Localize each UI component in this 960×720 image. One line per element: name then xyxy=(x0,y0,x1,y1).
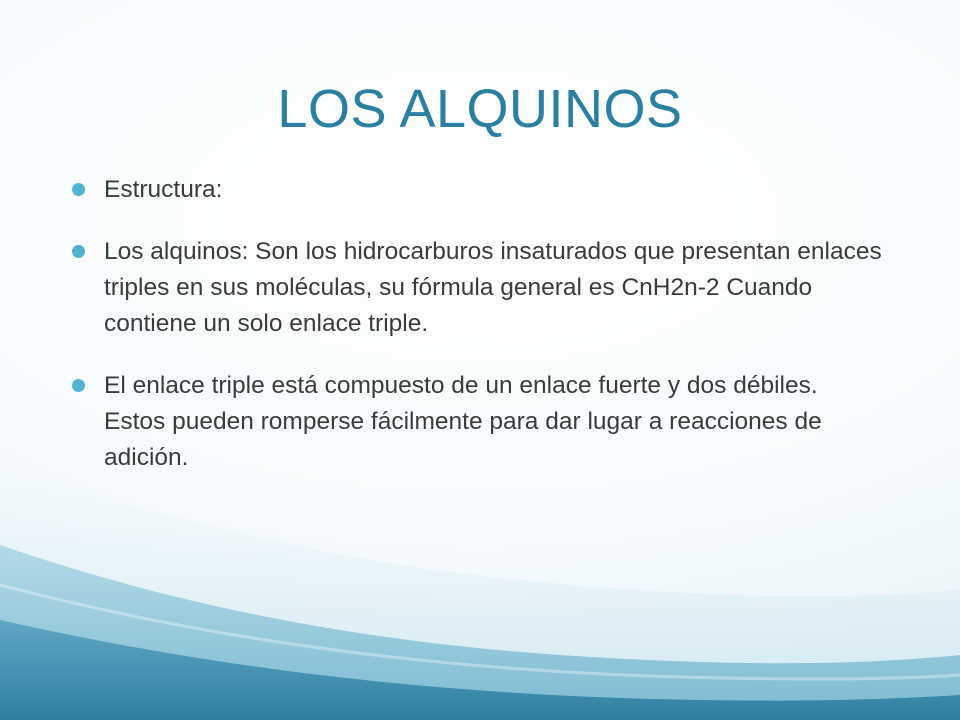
bullet-item-estructura xyxy=(64,172,884,208)
bullet-dot-icon xyxy=(72,379,85,392)
slide-title: LOS ALQUINOS xyxy=(277,79,683,139)
bullet-item-alquinos-definicion xyxy=(64,234,884,342)
bullet-dot-icon xyxy=(72,245,85,258)
bullet-list xyxy=(64,172,884,502)
bullet-dot-icon xyxy=(72,183,85,196)
bullet-text: Estructura: xyxy=(104,176,223,203)
bullet-text: El enlace triple está compuesto de un enlace fuerte y dos débiles. Estos pueden romperse fácilmente para dar lugar a reacciones de adición. xyxy=(104,372,822,471)
bullet-item-enlace-triple xyxy=(64,368,884,476)
bullet-text: Los alquinos: Son los hidrocarburos insaturados que presentan enlaces triples en sus moléculas, su fórmula general es CnH2n-2 Cuando contiene un solo enlace triple. xyxy=(104,238,882,337)
